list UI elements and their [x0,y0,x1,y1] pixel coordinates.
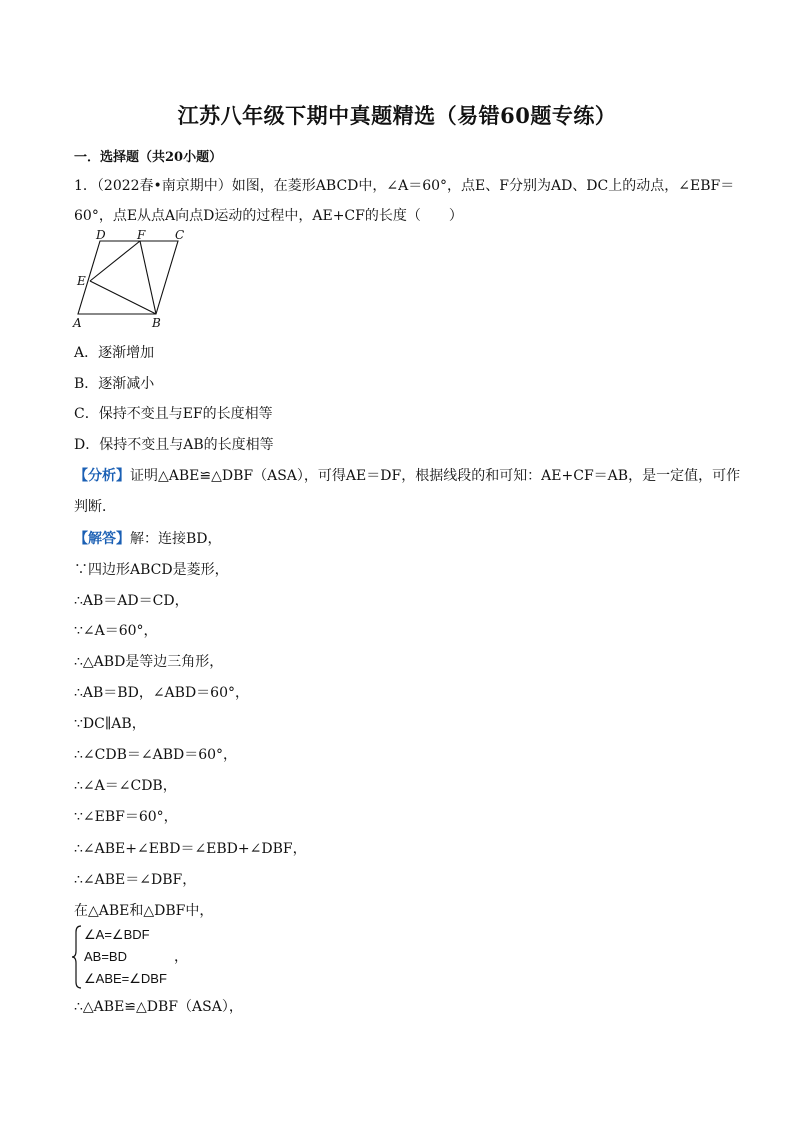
solution-conclusion: ∴△ABE≌△DBF（ASA）， [74,999,243,1015]
segment-eb [90,281,156,314]
label-a: A [73,316,82,330]
label-e: E [77,274,86,288]
solution-step: ∴AB＝BD，∠ABD＝60°， [74,685,249,701]
question-line-2: 60°，点E从点A向点D运动的过程中，AE+CF的长度（ ） [74,208,463,224]
solution-line-0 [74,528,222,548]
solution-step: ∴∠CDB＝∠ABD＝60°， [74,747,238,763]
rhombus-figure [70,226,190,334]
option-a: A．逐渐增加 [74,345,155,361]
label-f: F [137,228,146,242]
solution-step: ∴AB＝AD＝CD， [74,593,189,609]
analysis-text: 证明△ABE≌△DBF（ASA），可得AE＝DF，根据线段的和可知：AE+CF＝AB，是一定值，可作 [130,468,741,484]
solution-step: ∵DC∥AB， [74,716,146,732]
option-c: C．保持不变且与EF的长度相等 [74,406,273,422]
solution-step: ∴∠ABE+∠EBD＝∠EBD+∠DBF， [74,841,307,857]
label-d: D [96,228,106,242]
equation-line: ∠A=∠BDF [84,927,150,942]
section-heading: 一．选择题（共20小题） [74,150,223,165]
option-d: D．保持不变且与AB的长度相等 [74,437,274,453]
segment-fb [140,241,156,314]
solution-step: ∴△ABD是等边三角形， [74,654,224,670]
solution-step: ∵∠EBF＝60°， [74,809,178,825]
question-line-1: 1．（2022春•南京期中）如图，在菱形ABCD中，∠A＝60°，点E、F分别为AD、DC上的动点，∠EBF＝ [74,178,735,194]
rhombus-outline [78,241,178,314]
solution-first: 解：连接BD， [130,531,222,547]
equation-line: AB=BD [84,949,127,964]
solution-tag: 【解答】 [74,531,130,547]
analysis-line-1 [74,465,740,485]
label-b: B [152,316,161,330]
equation-brace [70,924,84,990]
page-title: 江苏八年级下期中真题精选（易错60题专练） [177,103,617,128]
analysis-line-2: 判断． [74,499,116,515]
solution-step: 在△ABE和△DBF中， [74,903,214,919]
label-c: C [175,228,185,242]
solution-step: ∴∠A＝∠CDB， [74,778,177,794]
analysis-tag: 【分析】 [74,468,130,484]
solution-step: ∵∠A＝60°， [74,623,158,639]
equation-line: ∠ABE=∠DBF [84,971,167,986]
solution-step: ∴∠ABE＝∠DBF， [74,872,197,888]
equation-comma: ， [174,949,188,965]
solution-step: ∵四边形ABCD是菱形， [74,562,229,578]
segment-ef [90,241,140,281]
equation-system [84,924,167,990]
option-b: B．逐渐减小 [74,376,155,392]
